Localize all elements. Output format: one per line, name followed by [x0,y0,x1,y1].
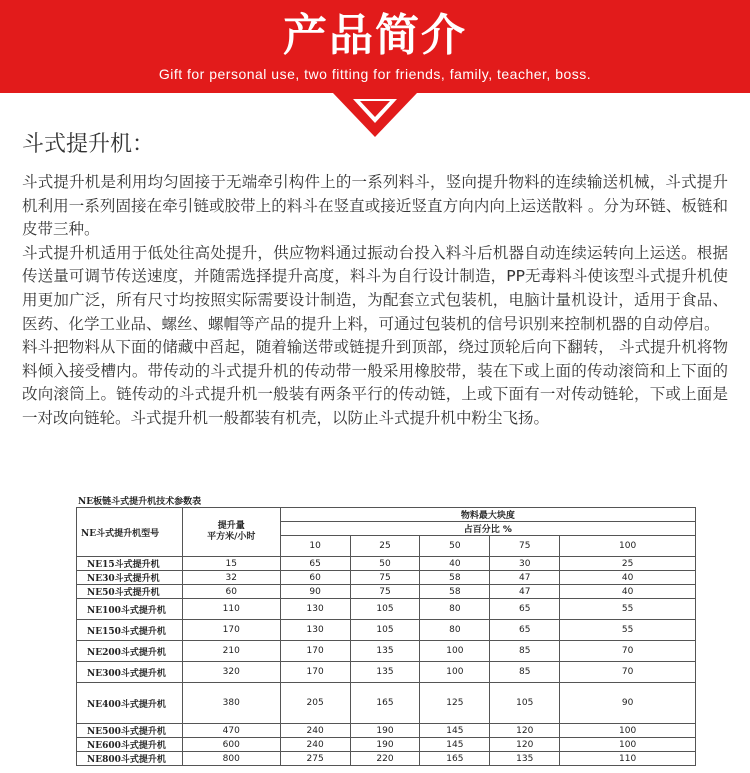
value-cell: 105 [350,620,420,641]
value-cell: 65 [490,620,560,641]
value-cell: 135 [350,641,420,662]
value-cell: 205 [280,683,350,724]
table-row [77,571,696,585]
value-cell: 100 [560,724,696,738]
description-text [22,171,728,431]
value-cell: 60 [280,571,350,585]
value-cell: 47 [490,571,560,585]
capacity-cell: 600 [182,738,280,752]
value-cell: 50 [350,557,420,571]
model-cell: NE300斗式提升机 [77,662,183,683]
value-cell: 80 [420,620,490,641]
value-cell: 120 [490,738,560,752]
value-cell: 240 [280,724,350,738]
percent-col: 50 [420,536,490,557]
table-row [77,585,696,599]
capacity-cell: 110 [182,599,280,620]
model-cell: NE150斗式提升机 [77,620,183,641]
capacity-cell: 15 [182,557,280,571]
percent-col: 75 [490,536,560,557]
table-row [77,724,696,738]
capacity-cell: 320 [182,662,280,683]
value-cell: 65 [280,557,350,571]
value-cell: 70 [560,641,696,662]
value-cell: 58 [420,585,490,599]
value-cell: 125 [420,683,490,724]
value-cell: 47 [490,585,560,599]
capacity-cell: 470 [182,724,280,738]
percent-col: 10 [280,536,350,557]
chevron-down-icon [333,93,417,139]
percent-col: 100 [560,536,696,557]
value-cell: 55 [560,599,696,620]
value-cell: 55 [560,620,696,641]
value-cell: 170 [280,662,350,683]
value-cell: 130 [280,620,350,641]
capacity-cell: 210 [182,641,280,662]
value-cell: 90 [560,683,696,724]
value-cell: 145 [420,724,490,738]
table-row [77,641,696,662]
value-cell: 120 [490,724,560,738]
table-row [77,738,696,752]
value-cell: 40 [560,585,696,599]
value-cell: 100 [560,738,696,752]
banner-title: 产品简介 [283,10,467,61]
value-cell: 58 [420,571,490,585]
value-cell: 240 [280,738,350,752]
value-cell: 80 [420,599,490,620]
value-cell: 145 [420,738,490,752]
table-row [77,599,696,620]
model-cell: NE15斗式提升机 [77,557,183,571]
section-title: 斗式提升机： [22,132,155,157]
value-cell: 40 [420,557,490,571]
table-header-row [77,508,696,522]
value-cell: 65 [490,599,560,620]
value-cell: 275 [280,752,350,766]
table-row [77,683,696,724]
value-cell: 190 [350,738,420,752]
table-row [77,557,696,571]
value-cell: 90 [280,585,350,599]
value-cell: 70 [560,662,696,683]
percent-col: 25 [350,536,420,557]
model-cell: NE400斗式提升机 [77,683,183,724]
value-cell: 170 [280,641,350,662]
model-cell: NE800斗式提升机 [77,752,183,766]
paragraph: 斗式提升机适用于低处往高处提升，供应物料通过振动台投入料斗后机器自动连续运转向上运送。根据传送量可调节传送速度，并随需选择提升高度，料斗为自行设计制造，PP无毒料斗使该型斗式提升机使用更加广泛，所有尺寸均按照实际需要设计制造，为配套立式包装机，电脑计量机设计，适用于食品、医药、化学工业品、螺丝、螺帽等产品的提升上料，可通过包装机的信号识别来控制机器的自动停启。 [22,243,728,333]
value-cell: 85 [490,662,560,683]
value-cell: 130 [280,599,350,620]
value-cell: 105 [490,683,560,724]
col-percent-header: 占百分比 % [280,522,695,536]
value-cell: 40 [560,571,696,585]
capacity-cell: 170 [182,620,280,641]
col-model-header: NE斗式提升机型号 [77,508,183,557]
value-cell: 220 [350,752,420,766]
value-cell: 75 [350,585,420,599]
table-caption: NE板链斗式提升机技术参数表 [78,497,202,507]
value-cell: 105 [350,599,420,620]
value-cell: 25 [560,557,696,571]
value-cell: 110 [560,752,696,766]
banner-subtitle: Gift for personal use, two fitting for friends, family, teacher, boss. [158,66,592,82]
model-cell: NE200斗式提升机 [77,641,183,662]
value-cell: 135 [350,662,420,683]
value-cell: 30 [490,557,560,571]
value-cell: 75 [350,571,420,585]
capacity-cell: 60 [182,585,280,599]
value-cell: 85 [490,641,560,662]
spec-table [76,507,696,766]
value-cell: 135 [490,752,560,766]
model-cell: NE30斗式提升机 [77,571,183,585]
col-capacity-header: 提升量 平方米/小时 [182,508,280,557]
value-cell: 165 [420,752,490,766]
table-row [77,752,696,766]
paragraph: 斗式提升机是利用均匀固接于无端牵引构件上的一系列料斗，竖向提升物料的连续输送机械，斗式提升机利用一系列固接在牵引链或胶带上的料斗在竖直或接近竖直方向内向上运送散料 。分为环链、板链和皮带三种。 [22,173,728,239]
capacity-cell: 32 [182,571,280,585]
model-cell: NE50斗式提升机 [77,585,183,599]
col-max-size-header: 物料最大块度 [280,508,695,522]
value-cell: 165 [350,683,420,724]
model-cell: NE600斗式提升机 [77,738,183,752]
header-banner [0,0,750,93]
model-cell: NE500斗式提升机 [77,724,183,738]
table-row [77,620,696,641]
value-cell: 190 [350,724,420,738]
paragraph: 料斗把物料从下面的储藏中舀起，随着输送带或链提升到顶部，绕过顶轮后向下翻转， 斗式提升机将物料倾入接受槽内。带传动的斗式提升机的传动带一般采用橡胶带，装在下或上面的传动滚筒和上下面的改向滚筒上。链传动的斗式提升机一般装有两条平行的传动链，上或下面有一对传动链轮，下或上面是一对改向链轮。斗式提升机一般都装有机壳，以防止斗式提升机中粉尘飞扬。 [22,338,728,427]
capacity-cell: 800 [182,752,280,766]
model-cell: NE100斗式提升机 [77,599,183,620]
value-cell: 100 [420,641,490,662]
value-cell: 100 [420,662,490,683]
capacity-cell: 380 [182,683,280,724]
table-row [77,662,696,683]
